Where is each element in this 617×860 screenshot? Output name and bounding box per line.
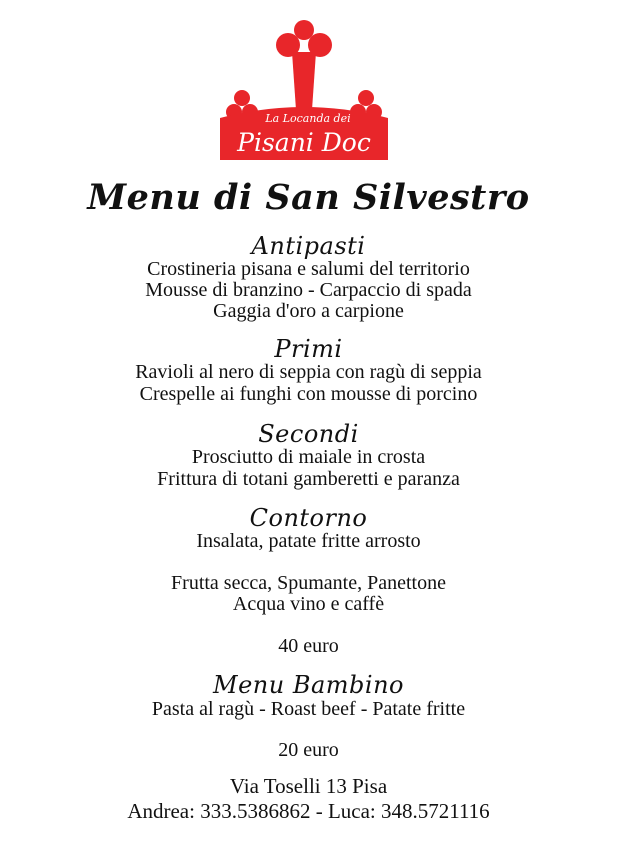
logo-text-line1: La Locanda dei [265,112,351,125]
logo-text-line2: Pisani Doc [237,128,371,157]
section-heading-secondi: Secondi [258,420,359,448]
section-heading-contorno: Contorno [249,504,368,532]
menu-item: Pasta al ragù - Roast beef - Patate fritte [151,698,466,720]
section-heading-primi: Primi [274,335,343,363]
extras-line: Frutta secca, Spumante, Panettone [171,572,446,594]
menu-item: Crespelle ai funghi con mousse di porcino [139,383,478,405]
section-heading-menu-bambino: Menu Bambino [213,671,404,699]
adult-price: 40 euro [278,635,339,657]
menu-item: Insalata, patate fritte arrosto [196,530,421,552]
menu-item: Prosciutto di maiale in crosta [191,446,426,468]
extras-line: Acqua vino e caffè [232,593,385,615]
address: Via Toselli 13 Pisa [229,774,388,798]
restaurant-logo [214,18,394,164]
kids-price: 20 euro [278,739,339,761]
menu-item: Crostineria pisana e salumi del territorio [147,258,470,280]
menu-item: Frittura di totani gamberetti e paranza [157,468,460,490]
menu-title: Menu di San Silvestro [87,177,530,218]
menu-item: Gaggia d'oro a carpione [213,300,404,322]
menu-item: Ravioli al nero di seppia con ragù di seppia [135,361,482,383]
section-heading-antipasti: Antipasti [251,232,366,260]
phone-numbers: Andrea: 333.5386862 - Luca: 348.5721116 [127,799,490,823]
menu-item: Mousse di branzino - Carpaccio di spada [145,279,472,301]
